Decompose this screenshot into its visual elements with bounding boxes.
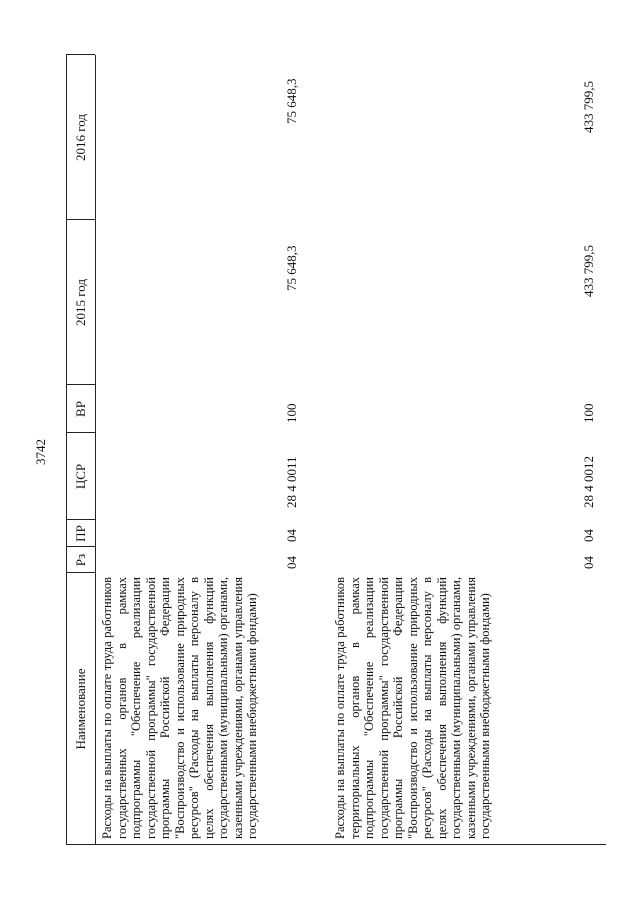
header-pr: ПР	[72, 525, 88, 542]
row-value-2016: 75 648,3	[284, 78, 299, 124]
header-csr: ЦСР	[72, 463, 88, 490]
page-number: 3742	[33, 439, 48, 465]
row-name: Расходы на выплаты по оплате труда работников территориальных органов в рамках подпрограммы "Обеспечение реализации государственной программы" государственной программы Российской Федерации "Воспроизводство и использование природных ресурсов" (Расходы на выплаты персоналу в целях обеспечения выполнения функций государственными (муниципальными) органами, казенными учреждениями, органами управления государственными внебюджетными фондами)	[333, 577, 492, 839]
row-value-2015: 433 799,5	[581, 245, 596, 297]
header-name: Наименование	[72, 668, 88, 750]
row-value-2015: 75 648,3	[284, 245, 299, 291]
row-value-2016: 433 799,5	[581, 81, 596, 133]
row-pr: 04	[581, 529, 596, 542]
row-pr: 04	[284, 529, 299, 542]
header-rz: Рз	[72, 553, 88, 567]
row-csr: 28 4 0011	[284, 456, 299, 508]
row-rz: 04	[581, 556, 596, 569]
row-vr: 100	[581, 403, 596, 423]
header-2016: 2016 год	[72, 114, 88, 161]
row-rz: 04	[284, 556, 299, 569]
header-bottom-border	[95, 55, 96, 845]
row-csr: 28 4 0012	[581, 456, 596, 508]
header-vr: ВР	[72, 401, 88, 417]
row-vr: 100	[284, 403, 299, 423]
header-2015: 2015 год	[72, 279, 88, 326]
budget-table	[66, 55, 606, 845]
row-name: Расходы на выплаты по оплате труда работников государственных органов в рамках подпрограммы "Обеспечение реализации государственной программы" государственной программы Российской Федерации "Воспроизводство и использование природных ресурсов" (Расходы на выплаты персоналу в целях обеспечения выполнения функций государственными (муниципальными) органами, казенными учреждениями, органами управления государственными внебюджетными фондами)	[100, 577, 259, 839]
table-left-border	[66, 844, 606, 845]
